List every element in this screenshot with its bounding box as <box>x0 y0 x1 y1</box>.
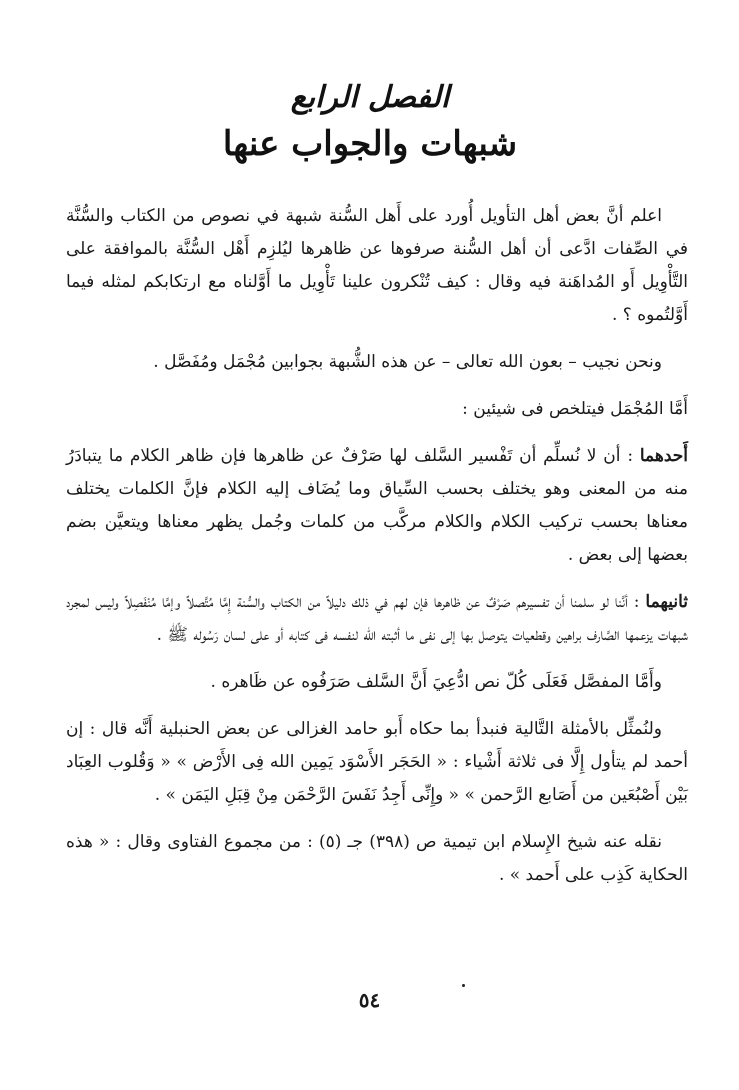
paragraph-answer-intro: ونحن نجيب – بعون الله تعالى – عن هذه الشُّبهة بجوابين مُجْمَل ومُفَصَّل . <box>153 352 662 372</box>
paragraph-detailed-heading: وأَمَّا المفصَّل فَعَلَى كُلّ نص ادُّعِيَ أَنَّ السَّلف صَرَفُوه عن ظَاهره . <box>210 672 662 692</box>
chapter-subtitle: شبهات والجواب عنها <box>222 124 518 164</box>
chapter-title: الفصل الرابع <box>290 80 450 115</box>
second-point-lead: ثانيهما <box>645 592 689 612</box>
first-point-text: : أن لا نُسلِّم أن تَفْسير السَّلف لها صَرْفٌ عن ظاهرها فإن ظاهر الكلام ما يتبادَرُ منه من المعنى وهو يختلف بحسب السِّياق وما يُضَاف إليه الكلام فإنَّ الكلمات يختلف معناها بحسب تركيب الكلام والكلام مركَّب من كلمات وجُمل يظهر معناها ويتعيَّن بضم بعضها إلى بعض . <box>66 446 688 565</box>
ink-dot <box>462 984 465 987</box>
paragraph-examples: ولنُمثِّل بالأمثلة التَّالية فنبدأ بما حكاه أَبو حامد الغزالى عن بعض الحنبلية أَنَّه قال : إن أحمد لم يتأول إِلَّا فى ثلاثة أَشْياء : « الحَجَر الأَسْوَد يَمِين الله فِى الأَرْض » « وَقُلوب العِبَاد بَيْن أَصْبُعَين من أَصَابع الرَّحمن » « وإِنِّى أَجِدُ نَفَسَ الرَّحْمَن مِنْ قِبَلِ اليَمَن » . <box>66 719 688 805</box>
paragraph-summary-heading: أَمَّا المُجْمَل فيتلخص فى شيئين : <box>462 399 688 419</box>
page-body <box>66 200 688 906</box>
paragraph-second-point <box>66 586 688 652</box>
page-number: ٥٤ <box>358 988 381 1012</box>
paragraph-citation: نقله عنه شيخ الإِسلام ابن تيمية ص (٣٩٨) جـ (٥) : من مجموع الفتاوى وقال : « هذه الحكاية كَذِب على أَحمد » . <box>66 832 688 885</box>
first-point-lead: أَحدهما <box>639 446 688 466</box>
chapter-heading <box>150 78 590 166</box>
second-point-text: : أنَّنا لو سلمنا أن تفسيرهم صَرْفٌ عن ظاهرها فإن لهم في ذلك دليلاً من الكتاب والسُّنة إِمَّا مُتَّصلاً وإمَّا مُنْفَصِلاً وليس لمجرد شبهات يزعمها الصَّارف براهين وقطعيات يتوصل بها إلى نفى ما أثبته الله لنفسه فى كتابه أو على لسان رَسُوله ﷺ . <box>66 592 688 645</box>
paragraph-intro: اعلم أنَّ بعض أهل التأويل أُورد على أَهل السُّنة شبهة في نصوص من الكتاب والسُّنَّة في الصِّفات ادَّعى أن أهل السُّنة صرفوها عن ظاهرها ليُلزِم أَهْل السُّنَّة بالموافقة على التَّأْوِيل أَو المُداهَنة فيه وقال : كيف تُنْكرون علينا تَأْوِيل ما أَوَّلناه مع ارتكابكم لمثله فيما أَوَّلتُموه ؟ . <box>66 206 688 325</box>
paragraph-first-point <box>66 440 688 572</box>
